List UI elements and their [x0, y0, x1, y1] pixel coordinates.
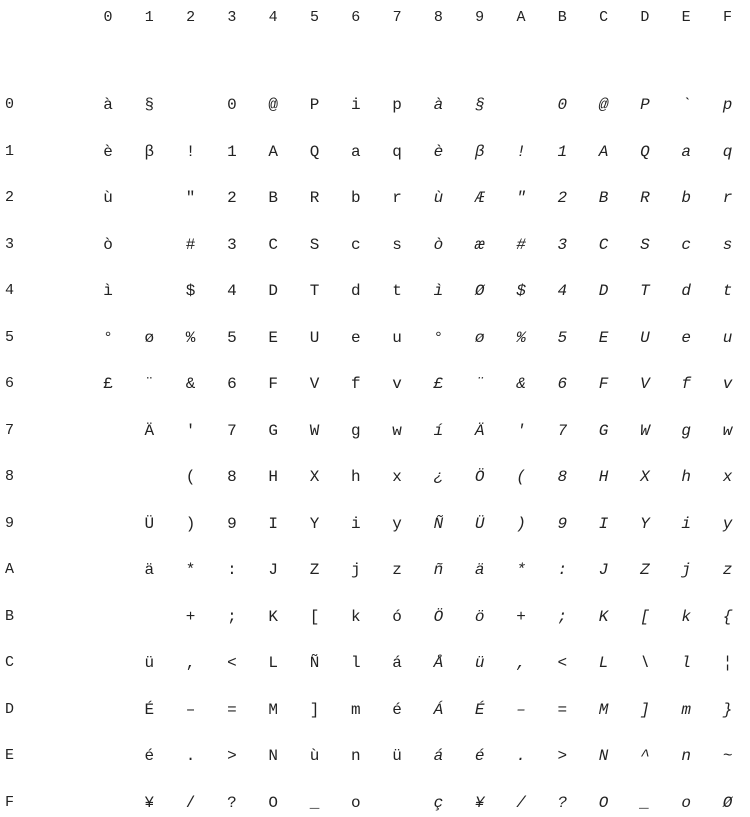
- character-cell: P: [309, 96, 320, 114]
- character-cell: ,: [516, 654, 526, 672]
- character-cell: t: [392, 282, 402, 300]
- character-cell: ó: [392, 607, 402, 626]
- column-header: 8: [433, 9, 443, 26]
- character-cell: ]: [309, 700, 320, 719]
- character-cell: X: [640, 468, 650, 486]
- character-cell: A: [598, 142, 609, 161]
- character-cell: Å: [433, 654, 444, 672]
- character-cell: *: [185, 561, 196, 579]
- character-cell: %: [185, 328, 196, 347]
- character-cell: w: [392, 421, 402, 440]
- column-header: 2: [186, 9, 196, 26]
- character-cell: f: [350, 375, 361, 393]
- character-cell: ¥: [474, 793, 485, 812]
- character-cell: =: [557, 700, 568, 719]
- character-cell: :: [227, 561, 237, 579]
- character-cell: 7: [557, 421, 568, 440]
- character-cell: ¨: [144, 375, 155, 393]
- character-cell: I: [598, 514, 609, 533]
- character-cell: [131, 277, 167, 305]
- row-header: C: [5, 654, 15, 671]
- character-cell: °: [433, 328, 444, 347]
- row-header: 6: [5, 375, 15, 392]
- character-cell: [173, 91, 209, 119]
- character-cell: Ü: [144, 514, 155, 533]
- character-cell: æ: [474, 235, 485, 254]
- character-cell: C: [268, 235, 278, 254]
- character-cell: Á: [433, 700, 444, 719]
- character-cell: 1: [557, 142, 568, 161]
- character-cell: ù: [309, 747, 320, 765]
- character-cell: 5: [227, 328, 237, 347]
- character-cell: Q: [309, 142, 320, 161]
- character-cell: É: [144, 700, 155, 719]
- character-cell: l: [350, 654, 361, 672]
- character-cell: =: [227, 700, 237, 719]
- column-header: 5: [309, 9, 319, 26]
- character-cell: [90, 789, 126, 817]
- character-cell: ù: [103, 189, 113, 207]
- character-cell: Y: [309, 514, 320, 533]
- character-cell: o: [681, 793, 691, 812]
- character-cell: 0: [227, 96, 237, 114]
- character-cell: G: [598, 421, 609, 440]
- character-cell: g: [681, 421, 691, 440]
- character-cell: k: [681, 607, 691, 626]
- character-cell: [: [640, 607, 650, 626]
- character-cell: ': [516, 421, 526, 440]
- character-cell: V: [640, 375, 650, 393]
- character-cell: m: [350, 700, 361, 719]
- column-header: F: [722, 9, 732, 26]
- character-cell: 7: [227, 421, 237, 440]
- row-header: 8: [5, 468, 15, 485]
- character-cell: ": [516, 189, 526, 207]
- column-header: 0: [103, 9, 113, 26]
- character-cell: %: [516, 328, 526, 347]
- character-cell: Ä: [474, 421, 485, 440]
- character-cell: í: [433, 421, 444, 440]
- character-cell: ¥: [144, 793, 155, 812]
- character-cell: h: [681, 468, 691, 486]
- character-cell: ä: [474, 561, 485, 579]
- character-cell: ): [185, 514, 196, 533]
- character-cell: [90, 463, 126, 491]
- character-cell: ò: [433, 235, 444, 254]
- character-cell: 2: [557, 189, 568, 207]
- character-cell: O: [268, 793, 278, 812]
- character-cell: m: [681, 700, 691, 719]
- character-cell: L: [268, 654, 278, 672]
- character-cell: (: [516, 468, 526, 486]
- character-cell: Ö: [433, 607, 444, 626]
- character-cell: ?: [557, 793, 568, 812]
- character-cell: [: [309, 607, 320, 626]
- character-cell: @: [598, 96, 609, 114]
- character-cell: s: [392, 235, 402, 254]
- character-cell: β: [144, 142, 155, 161]
- character-cell: #: [185, 235, 196, 254]
- character-cell: &: [185, 375, 196, 393]
- character-cell: !: [185, 142, 196, 161]
- character-cell: ñ: [433, 561, 444, 579]
- character-cell: ì: [433, 282, 444, 300]
- character-cell: n: [681, 747, 691, 765]
- character-cell: ,: [185, 654, 196, 672]
- character-cell: ä: [144, 561, 155, 579]
- character-cell: Æ: [474, 189, 485, 207]
- character-cell: Q: [640, 142, 650, 161]
- character-cell: l: [681, 654, 691, 672]
- character-cell: ;: [227, 607, 237, 626]
- character-cell: R: [309, 189, 320, 207]
- character-cell: M: [598, 700, 609, 719]
- character-cell: z: [392, 561, 402, 579]
- row-header: B: [5, 607, 15, 625]
- row-header: 0: [5, 96, 15, 113]
- character-cell: é: [474, 747, 485, 765]
- column-header: E: [681, 9, 691, 26]
- character-cell: K: [268, 607, 278, 626]
- character-cell: è: [433, 142, 444, 161]
- character-cell: :: [557, 561, 568, 579]
- character-cell: t: [722, 282, 733, 300]
- column-header: D: [640, 9, 650, 26]
- character-cell: §: [144, 96, 155, 114]
- character-cell: ù: [433, 189, 444, 207]
- character-cell: c: [350, 235, 361, 254]
- character-cell: –: [516, 700, 526, 719]
- character-cell: +: [516, 607, 526, 626]
- character-cell: !: [516, 142, 526, 161]
- character-cell: s: [722, 235, 733, 254]
- character-cell: Ñ: [309, 654, 320, 672]
- row-header: A: [5, 561, 15, 578]
- character-cell: {: [722, 607, 733, 626]
- character-cell: T: [309, 282, 320, 300]
- character-cell: [131, 463, 167, 491]
- character-cell: @: [268, 96, 278, 114]
- character-cell: w: [722, 421, 733, 440]
- character-cell: à: [103, 96, 113, 114]
- character-cell: 4: [557, 282, 568, 300]
- character-cell: b: [350, 189, 361, 207]
- character-cell: 3: [557, 235, 568, 254]
- row-header: 4: [5, 282, 15, 299]
- character-cell: –: [185, 700, 196, 719]
- character-cell: ?: [227, 793, 237, 812]
- character-cell: ~: [722, 747, 733, 765]
- character-cell: x: [722, 468, 733, 486]
- character-cell: a: [681, 142, 691, 161]
- character-cell: 8: [227, 468, 237, 486]
- row-header: 3: [5, 235, 15, 253]
- character-cell: H: [598, 468, 609, 486]
- character-cell: [90, 510, 126, 538]
- character-cell: 3: [227, 235, 237, 254]
- character-cell: \: [640, 654, 650, 672]
- character-cell: β: [474, 142, 485, 161]
- character-cell: .: [516, 747, 526, 765]
- character-cell: Ä: [144, 421, 155, 440]
- character-cell: Z: [309, 561, 320, 579]
- character-cell: b: [681, 189, 691, 207]
- character-cell: f: [681, 375, 691, 393]
- character-cell: Ü: [474, 514, 485, 533]
- character-cell: V: [309, 375, 320, 393]
- character-cell: U: [640, 328, 650, 347]
- character-cell: Y: [640, 514, 650, 533]
- character-cell: §: [474, 96, 485, 114]
- character-cell: £: [433, 375, 444, 393]
- character-cell: P: [640, 96, 650, 114]
- character-cell: *: [516, 561, 526, 579]
- column-header: 6: [351, 9, 361, 26]
- row-header: E: [5, 747, 15, 764]
- character-cell: /: [185, 793, 196, 812]
- character-cell: i: [350, 96, 361, 114]
- character-cell: q: [392, 142, 402, 161]
- character-cell: `: [681, 96, 691, 114]
- character-cell: $: [516, 282, 526, 300]
- character-cell: ]: [640, 700, 650, 719]
- character-cell: Ø: [722, 793, 733, 812]
- character-cell: J: [598, 561, 609, 579]
- character-cell: D: [268, 282, 278, 300]
- character-cell: k: [350, 607, 361, 626]
- character-cell: [90, 556, 126, 584]
- character-cell: ;: [557, 607, 568, 626]
- character-cell: u: [392, 328, 402, 347]
- character-cell: é: [144, 747, 155, 765]
- character-cell: +: [185, 607, 196, 626]
- character-cell: L: [598, 654, 609, 672]
- character-cell: O: [598, 793, 609, 812]
- character-cell: u: [722, 328, 733, 347]
- character-cell: 9: [557, 514, 568, 533]
- character-cell: z: [722, 561, 733, 579]
- character-cell: e: [350, 328, 361, 347]
- character-cell: E: [598, 328, 609, 347]
- character-cell: N: [598, 747, 609, 765]
- character-cell: [503, 91, 539, 119]
- column-header: 3: [227, 9, 237, 26]
- character-cell: ç: [433, 793, 444, 812]
- character-cell: ø: [474, 328, 485, 347]
- row-header: 9: [5, 514, 15, 532]
- character-cell: [379, 789, 415, 817]
- character-cell: e: [681, 328, 691, 347]
- character-cell: }: [722, 700, 733, 719]
- character-cell: B: [268, 189, 278, 207]
- character-cell: h: [350, 468, 361, 486]
- character-cell: i: [350, 514, 361, 533]
- character-cell: 0: [557, 96, 568, 114]
- character-cell: S: [309, 235, 320, 254]
- character-cell: [131, 603, 167, 631]
- character-cell: _: [309, 793, 320, 812]
- character-cell: v: [392, 375, 402, 393]
- character-cell: S: [640, 235, 650, 254]
- character-cell: [131, 231, 167, 259]
- character-cell: ü: [474, 654, 485, 672]
- character-cell: ü: [144, 654, 155, 672]
- row-header: 2: [5, 189, 15, 206]
- character-cell: (: [185, 468, 196, 486]
- character-cell: [131, 184, 167, 212]
- character-cell: o: [350, 793, 361, 812]
- character-cell: y: [722, 514, 733, 533]
- character-cell: 9: [227, 514, 237, 533]
- character-cell: Z: [640, 561, 650, 579]
- character-cell: £: [103, 375, 113, 393]
- character-cell: >: [557, 747, 568, 765]
- character-cell: 5: [557, 328, 568, 347]
- character-cell: ü: [392, 747, 402, 765]
- character-cell: ¦: [722, 654, 733, 672]
- character-cell: ¨: [474, 375, 485, 393]
- character-cell: X: [309, 468, 320, 486]
- character-cell: á: [392, 654, 402, 672]
- character-cell: F: [598, 375, 609, 393]
- character-cell: <: [227, 654, 237, 672]
- character-cell: T: [640, 282, 650, 300]
- character-cell: R: [640, 189, 650, 207]
- character-cell: [90, 649, 126, 677]
- character-cell: >: [227, 747, 237, 765]
- character-cell: .: [185, 747, 196, 765]
- column-header: B: [557, 9, 567, 26]
- character-cell: r: [722, 189, 733, 207]
- character-cell: p: [392, 96, 402, 114]
- character-cell: F: [268, 375, 278, 393]
- character-cell: ): [516, 514, 526, 533]
- column-header: A: [516, 9, 526, 26]
- row-header: 1: [5, 142, 15, 160]
- character-cell: ^: [640, 747, 650, 765]
- character-cell: v: [722, 375, 733, 393]
- character-cell: C: [598, 235, 609, 254]
- character-cell: à: [433, 96, 444, 114]
- row-header: 7: [5, 421, 15, 439]
- character-cell: x: [392, 468, 402, 486]
- character-cell: á: [433, 747, 444, 765]
- column-header: 4: [268, 9, 278, 26]
- character-cell: #: [516, 235, 526, 254]
- character-cell: 6: [557, 375, 568, 393]
- character-cell: ø: [144, 328, 155, 347]
- column-header: 7: [392, 9, 402, 26]
- character-cell: Ö: [474, 468, 485, 486]
- character-cell: ': [185, 421, 196, 440]
- row-header: D: [5, 700, 15, 718]
- character-cell: q: [722, 142, 733, 161]
- character-cell: W: [309, 421, 320, 440]
- character-cell: g: [350, 421, 361, 440]
- character-cell: 1: [227, 142, 237, 161]
- character-cell: É: [474, 700, 485, 719]
- character-cell: é: [392, 700, 402, 719]
- character-cell: U: [309, 328, 320, 347]
- character-cell: c: [681, 235, 691, 254]
- character-cell: [90, 742, 126, 770]
- character-cell: [90, 417, 126, 445]
- character-cell: y: [392, 514, 402, 533]
- character-cell: [90, 603, 126, 631]
- character-cell: ": [185, 189, 196, 207]
- character-cell: M: [268, 700, 278, 719]
- character-cell: K: [598, 607, 609, 626]
- character-cell: E: [268, 328, 278, 347]
- character-cell: 2: [227, 189, 237, 207]
- character-cell: d: [681, 282, 691, 300]
- character-cell: °: [103, 328, 113, 347]
- row-header: F: [5, 793, 15, 811]
- character-cell: <: [557, 654, 568, 672]
- character-cell: [90, 696, 126, 724]
- character-cell: i: [681, 514, 691, 533]
- character-cell: $: [185, 282, 196, 300]
- character-cell: d: [350, 282, 361, 300]
- character-cell: W: [640, 421, 650, 440]
- character-cell: &: [516, 375, 526, 393]
- character-cell: N: [268, 747, 278, 765]
- character-cell: 6: [227, 375, 237, 393]
- character-cell: J: [268, 561, 278, 579]
- character-cell: a: [350, 142, 361, 161]
- character-cell: r: [392, 189, 402, 207]
- character-cell: ¿: [433, 468, 444, 486]
- character-cell: ì: [103, 282, 113, 300]
- character-cell: D: [598, 282, 609, 300]
- column-header: C: [599, 9, 609, 26]
- character-cell: Ø: [474, 282, 485, 300]
- character-cell: ö: [474, 607, 485, 626]
- character-cell: j: [681, 561, 691, 579]
- character-cell: j: [350, 561, 361, 579]
- column-header: 9: [475, 9, 485, 26]
- character-cell: H: [268, 468, 278, 486]
- character-cell: 4: [227, 282, 237, 300]
- character-cell: è: [103, 142, 113, 161]
- character-cell: I: [268, 514, 278, 533]
- character-cell: /: [516, 793, 526, 812]
- character-cell: n: [350, 747, 361, 765]
- character-cell: p: [722, 96, 733, 114]
- character-cell: A: [268, 142, 278, 161]
- character-cell: 8: [557, 468, 568, 486]
- character-cell: Ñ: [433, 514, 444, 533]
- row-header: 5: [5, 328, 15, 346]
- character-cell: G: [268, 421, 278, 440]
- character-cell: B: [598, 189, 609, 207]
- character-cell: _: [640, 793, 650, 812]
- column-header: 1: [144, 9, 154, 26]
- character-cell: ò: [103, 235, 113, 254]
